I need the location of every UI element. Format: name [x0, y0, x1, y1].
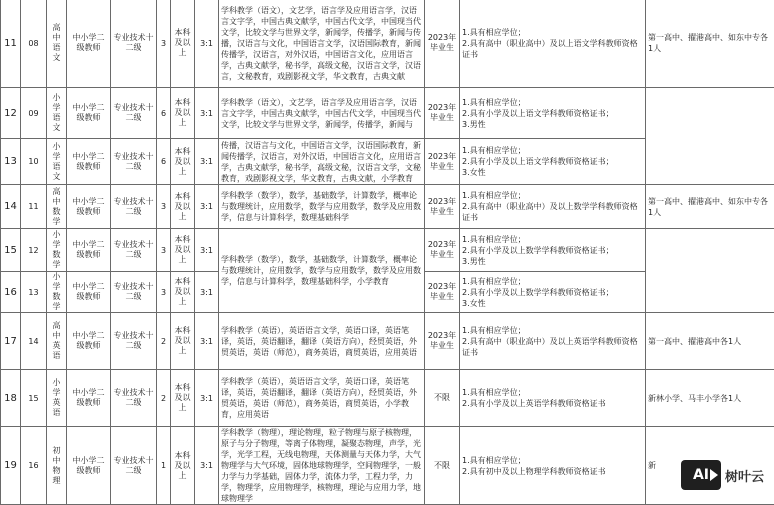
subject-cell: 初中物理 [47, 427, 67, 505]
requirement-cell: 1.具有相应学位； 2.具有小学及以上数学学科教师资格证书； 3.女性 [460, 272, 646, 313]
requirement-cell: 1.具有相应学位； 2.具有小学及以上数学学科教师资格证书； 3.男性 [460, 229, 646, 272]
requirement-cell: 1.具有相应学位； 2.具有小学及以上英语学科教师资格证书 [460, 370, 646, 427]
watermark-logo [677, 458, 768, 492]
ratio-cell: 3:1 [195, 88, 219, 139]
level-cell: 专业技术十二级 [111, 370, 157, 427]
teacher-type-cell: 中小学二级教师 [67, 427, 111, 505]
graduate-cell: 2023年毕业生 [425, 0, 460, 88]
level-cell: 专业技术十二级 [111, 185, 157, 229]
placement-cell: 第一高中、擢港高中各1人 [646, 313, 774, 370]
subject-cell: 小学数学 [47, 229, 67, 272]
ratio-cell: 3:1 [195, 139, 219, 185]
education-cell: 本科及以上 [171, 0, 195, 88]
table-row [1, 88, 774, 139]
requirement-cell: 1.具有相应学位； 2.具有高中（职业高中）及以上英语学科教师资格证书 [460, 313, 646, 370]
ratio-cell: 3:1 [195, 272, 219, 313]
table-row [1, 185, 774, 229]
ratio-cell: 3:1 [195, 427, 219, 505]
position-code: 11 [21, 185, 47, 229]
major-cell: 学科教学（数学），数学，基础数学，计算数学，概率论与数理统计，应用数学，数学与应用数学，数学及应用数学，信息与计算科学，数理基础科学 [219, 185, 425, 229]
logo-mark-text: AI [693, 467, 709, 483]
teacher-type-cell: 中小学二级教师 [67, 0, 111, 88]
requirement-cell: 1.具有相应学位； 2.具有小学及以上语文学科教师资格证书； 3.女性 [460, 139, 646, 185]
requirement-cell: 1.具有相应学位； 2.具有小学及以上语文学科教师资格证书； 3.男性 [460, 88, 646, 139]
teacher-type-cell: 中小学二级教师 [67, 139, 111, 185]
position-code: 15 [21, 370, 47, 427]
placement-cell: 新 [646, 427, 774, 505]
education-cell: 本科及以上 [171, 229, 195, 272]
education-cell: 本科及以上 [171, 185, 195, 229]
level-cell: 专业技术十二级 [111, 427, 157, 505]
placement-cell [646, 88, 774, 185]
level-cell: 专业技术十二级 [111, 272, 157, 313]
major-cell: 学科教学（英语），英语语言文学，英语口译，英语笔译，英语，英语翻译，翻译（英语方向），经贸英语，外贸英语，英语（师范），商务英语，商贸英语，应用英语 [219, 313, 425, 370]
education-cell: 本科及以上 [171, 370, 195, 427]
teacher-type-cell: 中小学二级教师 [67, 185, 111, 229]
education-cell: 本科及以上 [171, 427, 195, 505]
requirement-cell: 1.具有相应学位； 2.具有初中及以上物理学科教师资格证书 [460, 427, 646, 505]
count-cell: 1 [157, 427, 171, 505]
row-number: 13 [1, 139, 21, 185]
teacher-type-cell: 中小学二级教师 [67, 88, 111, 139]
requirement-cell: 1.具有相应学位； 2.具有高中（职业高中）及以上语文学科教师资格证书 [460, 0, 646, 88]
subject-cell: 高中英语 [47, 313, 67, 370]
count-cell: 2 [157, 313, 171, 370]
teacher-type-cell: 中小学二级教师 [67, 272, 111, 313]
major-cell: 学科教学（数学），数学，基础数学，计算数学，概率论与数理统计，应用数学，数学与应用数学，数学及应用数学，信息与计算科学，数理基础科学，小学教育 [219, 229, 425, 313]
count-cell: 3 [157, 272, 171, 313]
graduate-cell: 2023年毕业生 [425, 185, 460, 229]
table-row [1, 0, 774, 88]
graduate-cell: 2023年毕业生 [425, 229, 460, 272]
count-cell: 3 [157, 185, 171, 229]
level-cell: 专业技术十二级 [111, 0, 157, 88]
count-cell: 6 [157, 139, 171, 185]
count-cell: 6 [157, 88, 171, 139]
subject-cell: 小学语文 [47, 88, 67, 139]
logo-text: 树叶云 [725, 466, 764, 485]
table-body [1, 0, 774, 505]
row-number: 15 [1, 229, 21, 272]
ratio-cell: 3:1 [195, 0, 219, 88]
placement-cell: 第一高中、擢港高中、如东中专各1人 [646, 185, 774, 229]
education-cell: 本科及以上 [171, 139, 195, 185]
teacher-type-cell: 中小学二级教师 [67, 313, 111, 370]
major-cell: 学科教学（英语），英语语言文学，英语口译，英语笔译，英语，英语翻译，翻译（英语方向），经贸英语，外贸英语，英语（师范），商务英语，商贸英语，小学教育，应用英语 [219, 370, 425, 427]
graduate-cell: 不限 [425, 370, 460, 427]
subject-cell: 高中语文 [47, 0, 67, 88]
major-cell: 学科教学（物理），理论物理，粒子物理与原子核物理，原子与分子物理，等离子体物理，凝聚态物理，声学，光学，光学工程，无线电物理，天体测量与天体力学，大气物理学与大气环境，固体地球物理学，空间物理学，一般力学与力学基础，固体力学，流体力学，工程力学，力学，物理学，应用物理学，核物理，理论与应用力学，地球物理学 [219, 427, 425, 505]
ratio-cell: 3:1 [195, 313, 219, 370]
position-code: 14 [21, 313, 47, 370]
logo-mark [681, 460, 721, 490]
education-cell: 本科及以上 [171, 313, 195, 370]
position-code: 16 [21, 427, 47, 505]
count-cell: 3 [157, 229, 171, 272]
major-cell: 传播，汉语言与文化，中国语言文学，汉语国际教育，新闻传播学，汉语言，对外汉语，中国语言文化，应用语言学，古典文献学，秘书学，高级文秘，汉语言文学，文秘教育，戏剧影视文学，华文教育，古典文献，小学教育 [219, 139, 425, 185]
subject-cell: 高中数学 [47, 185, 67, 229]
position-code: 13 [21, 272, 47, 313]
graduate-cell: 2023年毕业生 [425, 139, 460, 185]
row-number: 18 [1, 370, 21, 427]
row-number: 17 [1, 313, 21, 370]
table-row [1, 427, 774, 505]
education-cell: 本科及以上 [171, 88, 195, 139]
table-row [1, 229, 774, 272]
education-cell: 本科及以上 [171, 272, 195, 313]
graduate-cell: 2023年毕业生 [425, 272, 460, 313]
ratio-cell: 3:1 [195, 229, 219, 272]
placement-cell: 第一高中、擢港高中、如东中专各1人 [646, 0, 774, 88]
row-number: 16 [1, 272, 21, 313]
graduate-cell: 2023年毕业生 [425, 313, 460, 370]
subject-cell: 小学数学 [47, 272, 67, 313]
count-cell: 2 [157, 370, 171, 427]
teacher-type-cell: 中小学二级教师 [67, 229, 111, 272]
position-code: 08 [21, 0, 47, 88]
requirement-cell: 1.具有相应学位； 2.具有高中（职业高中）及以上数学学科教师资格证书 [460, 185, 646, 229]
level-cell: 专业技术十二级 [111, 229, 157, 272]
teacher-type-cell: 中小学二级教师 [67, 370, 111, 427]
ratio-cell: 3:1 [195, 185, 219, 229]
graduate-cell: 不限 [425, 427, 460, 505]
position-code: 12 [21, 229, 47, 272]
row-number: 12 [1, 88, 21, 139]
position-code: 10 [21, 139, 47, 185]
count-cell: 3 [157, 0, 171, 88]
position-code: 09 [21, 88, 47, 139]
placement-cell: 新林小学、马丰小学各1人 [646, 370, 774, 427]
major-cell: 学科教学（语文），文艺学，语言学及应用语言学，汉语言文字学，中国古典文献学，中国古代文学，中国现当代文学，比较文学与世界文学，新闻学，传播学，新闻与传播，汉语言与文化，中国语言文学，汉语国际教育，新闻传播学，汉语言，对外汉语，中国语言文化，应用语言学，古典文献学，秘书学，高级文秘，汉语言文学，汉语言，文秘教育，戏剧影视文学，华文教育，古典文献 [219, 0, 425, 88]
level-cell: 专业技术十二级 [111, 88, 157, 139]
table-row [1, 313, 774, 370]
level-cell: 专业技术十二级 [111, 313, 157, 370]
subject-cell: 小学英语 [47, 370, 67, 427]
row-number: 14 [1, 185, 21, 229]
graduate-cell: 2023年毕业生 [425, 88, 460, 139]
placement-cell [646, 229, 774, 313]
table-row [1, 370, 774, 427]
row-number: 19 [1, 427, 21, 505]
row-number: 11 [1, 0, 21, 88]
major-cell: 学科教学（语文），文艺学，语言学及应用语言学，汉语言文字学，中国古典文献学，中国古代文学，中国现当代文学，比较文学与世界文学，新闻学，传播学，新闻与 [219, 88, 425, 139]
ratio-cell: 3:1 [195, 370, 219, 427]
subject-cell: 小学语文 [47, 139, 67, 185]
level-cell: 专业技术十二级 [111, 139, 157, 185]
